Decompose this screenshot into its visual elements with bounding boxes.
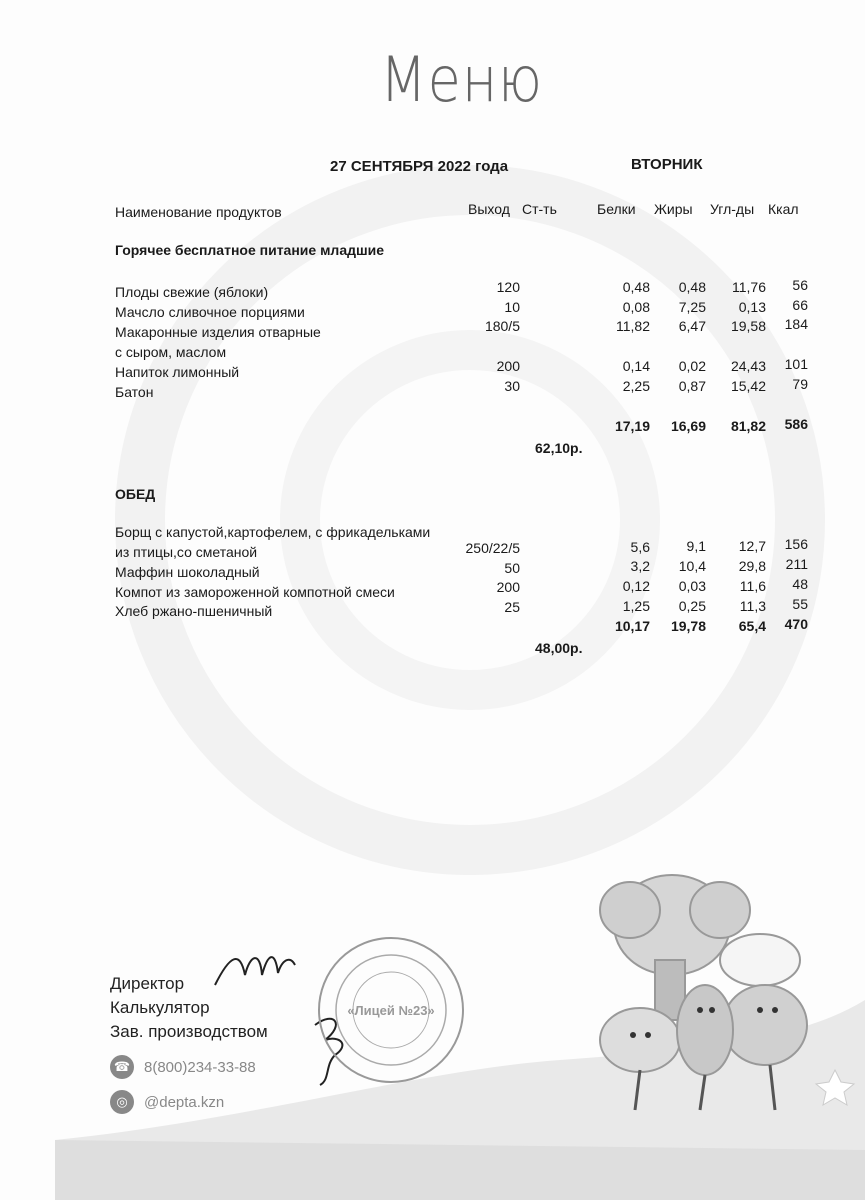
item-carbs: 29,8 [738,558,766,574]
item-proteins: 0,08 [622,299,650,315]
item-proteins: 0,48 [622,279,650,295]
item-fats: 10,4 [678,558,706,574]
total-proteins: 10,17 [614,618,650,634]
director-label: Директор [110,974,185,993]
item-kcal: 56 [792,277,808,293]
item-proteins: 5,6 [630,539,650,555]
item-fats: 0,48 [678,279,706,295]
column-header-proteins: Белки [597,201,636,217]
item-carbs: 15,42 [730,378,766,394]
item-kcal: 79 [792,376,808,392]
item-name: Мачсло сливочное порциями [115,304,305,320]
item-fats: 9,1 [686,538,706,554]
item-proteins: 1,25 [622,598,650,614]
item-name: Борщ с капустой,картофелем, с фрикадельками [115,524,431,540]
item-name: Батон [115,384,154,400]
menu-date: 27 СЕНТЯБРЯ 2022 года [330,158,509,175]
item-kcal: 48 [792,576,808,592]
production-label: Зав. производством [110,1022,268,1041]
item-fats: 0,87 [678,378,706,394]
item-output: 120 [496,279,520,295]
price-lunch: 48,00р. [535,640,583,656]
item-proteins: 2,25 [622,378,650,394]
stamp-text: «Лицей №23» [347,1003,435,1018]
item-kcal: 184 [784,316,808,332]
total-proteins: 17,19 [614,418,650,434]
column-header-carbs: Угл-ды [710,201,755,217]
item-output: 50 [504,560,520,576]
item-proteins: 0,12 [622,578,650,594]
section-title-breakfast: Горячее бесплатное питание младшие [115,242,385,258]
item-proteins: 11,82 [616,318,650,334]
instagram-handle: @depta.kzn [144,1093,225,1111]
item-output: 200 [496,358,520,374]
item-name: Хлеб ржано-пшеничный [115,603,273,619]
item-carbs: 12,7 [738,538,766,554]
column-header-output: Выход [468,201,510,217]
total-carbs: 81,82 [730,418,766,434]
total-kcal: 586 [784,416,808,432]
section-title-lunch: ОБЕД [115,486,156,502]
item-kcal: 55 [792,596,808,612]
item-fats: 0,03 [678,578,706,594]
total-fats: 19,78 [670,618,706,634]
item-kcal: 211 [785,556,808,572]
item-fats: 0,02 [678,358,706,374]
item-name: Макаронные изделия отварные [115,324,321,340]
total-carbs: 65,4 [738,618,766,634]
item-carbs: 24,43 [730,358,766,374]
item-fats: 7,25 [678,299,706,315]
phone-icon: ☎ [110,1055,134,1079]
item-kcal: 156 [784,536,808,552]
column-header-fats: Жиры [654,201,693,217]
column-header-kcal: Ккал [768,201,799,217]
total-kcal: 470 [784,616,808,632]
item-carbs: 11,3 [739,598,766,614]
item-output: 200 [496,579,520,595]
item-carbs: 0,13 [738,299,766,315]
calculator-label: Калькулятор [110,998,210,1017]
total-fats: 16,69 [670,418,706,434]
phone-number: 8(800)234-33-88 [144,1058,256,1076]
item-name-continued: с сыром, маслом [115,344,227,360]
instagram-icon: ◎ [110,1090,134,1114]
item-name: Компот из замороженной компотной смеси [115,584,395,600]
page-title: Меню [380,43,543,116]
price-breakfast: 62,10р. [535,440,583,456]
item-fats: 6,47 [678,318,706,334]
item-name-continued: из птицы,со сметаной [115,544,258,560]
director-signature [210,945,300,995]
item-kcal: 66 [792,297,808,313]
item-kcal: 101 [784,356,808,372]
item-fats: 0,25 [678,598,706,614]
item-output: 10 [504,299,520,315]
item-proteins: 0,14 [622,358,650,374]
phone-contact [110,1055,256,1079]
item-name: Напиток лимонный [115,364,240,380]
item-name: Маффин шоколадный [115,564,260,580]
item-output: 25 [504,599,520,615]
menu-weekday: ВТОРНИК [631,156,703,173]
official-stamp [316,935,466,1085]
column-header-cost: Ст-ть [522,201,557,217]
item-name: Плоды свежие (яблоки) [115,284,269,300]
item-carbs: 11,76 [732,279,766,295]
item-output: 180/5 [484,318,520,334]
item-output: 250/22/5 [465,540,520,556]
instagram-contact [110,1090,224,1114]
item-carbs: 19,58 [730,318,766,334]
item-proteins: 3,2 [630,558,650,574]
item-carbs: 11,6 [739,578,766,594]
column-header-name: Наименование продуктов [115,204,282,220]
item-output: 30 [504,378,520,394]
